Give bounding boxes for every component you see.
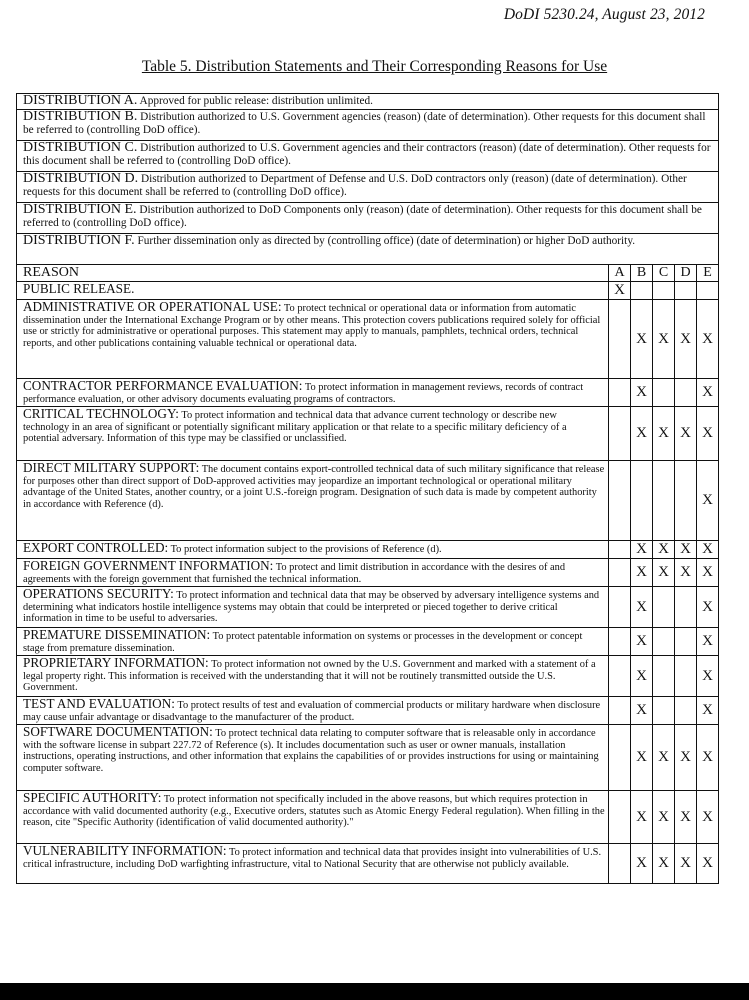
reason-cell	[17, 697, 609, 725]
statement-text: Approved for public release: distribution unlimited.	[139, 95, 373, 107]
mark-e: X	[697, 407, 719, 461]
reason-text: To protect and limit distribution in accordance with the desires of and agreements with the foreign government that furnished the technical information.	[23, 562, 566, 585]
reason-cell	[17, 282, 609, 300]
reason-header-row	[17, 265, 719, 282]
reason-row	[17, 407, 719, 461]
mark-c: X	[653, 407, 675, 461]
mark-c: X	[653, 791, 675, 844]
statement-cell	[17, 172, 719, 203]
reason-text: To protect information and technical data that advance current technology or describe new technology in an area of significant or potentially significant military application or that relate to a specific military deficiency of a potential adversary. Information of this type may be classified or unclassified.	[23, 410, 567, 444]
reason-row	[17, 282, 719, 300]
column-header-a: A	[609, 265, 631, 282]
mark-d: X	[675, 725, 697, 791]
mark-a	[609, 697, 631, 725]
mark-a	[609, 300, 631, 379]
mark-d: X	[675, 407, 697, 461]
mark-c	[653, 461, 675, 541]
bottom-scan-bar	[0, 983, 749, 1000]
reason-text: To protect information and technical data that may be observed by adversary intelligence systems and determining what indicators hostile intelligence systems may obtain that could be interpreted or pieced together to derive critical information in time to be useful to adversaries.	[23, 590, 600, 624]
mark-a	[609, 844, 631, 884]
mark-b: X	[631, 844, 653, 884]
mark-d: X	[675, 559, 697, 587]
mark-d: X	[675, 300, 697, 379]
reason-name: ADMINISTRATIVE OR OPERATIONAL USE:	[23, 299, 282, 314]
mark-c: X	[653, 559, 675, 587]
document-id-header: DoDI 5230.24, August 23, 2012	[503, 6, 705, 23]
reason-text: To protect information in management reviews, records of contract performance evaluation, or other advisory documents evaluating programs of contractors.	[23, 382, 584, 405]
statement-row	[17, 234, 719, 265]
reason-name: PREMATURE DISSEMINATION:	[23, 627, 211, 642]
mark-d	[675, 628, 697, 656]
reason-name: PUBLIC RELEASE.	[23, 281, 135, 296]
reason-cell	[17, 844, 609, 884]
statement-name: DISTRIBUTION E.	[23, 202, 137, 217]
reason-cell	[17, 407, 609, 461]
statement-row	[17, 141, 719, 172]
reason-cell	[17, 791, 609, 844]
mark-b: X	[631, 697, 653, 725]
mark-e: X	[697, 559, 719, 587]
mark-c: X	[653, 844, 675, 884]
mark-b: X	[631, 559, 653, 587]
mark-c	[653, 628, 675, 656]
mark-e: X	[697, 725, 719, 791]
mark-a	[609, 559, 631, 587]
mark-e: X	[697, 656, 719, 697]
reason-cell	[17, 725, 609, 791]
mark-e: X	[697, 628, 719, 656]
mark-a: X	[609, 282, 631, 300]
reason-row	[17, 541, 719, 559]
mark-d	[675, 697, 697, 725]
reason-name: TEST AND EVALUATION:	[23, 696, 175, 711]
reason-text: To protect patentable information on systems or processes in the development or concept stage from premature dissemination.	[23, 631, 583, 654]
mark-e: X	[697, 587, 719, 628]
reason-name: CRITICAL TECHNOLOGY:	[23, 406, 179, 421]
mark-a	[609, 628, 631, 656]
reason-name: PROPRIETARY INFORMATION:	[23, 655, 209, 670]
reason-row	[17, 844, 719, 884]
mark-a	[609, 725, 631, 791]
reason-text: To protect information not specifically included in the above reasons, but which requires protection in accordance with valid documented authority (e.g., Executive orders, statutes such as Atomic Energy Federal regulation). When filling in the reason, cite "Specific Authority (identification of valid documented authority)."	[23, 794, 605, 828]
mark-e	[697, 282, 719, 300]
statement-cell	[17, 110, 719, 141]
mark-b: X	[631, 628, 653, 656]
reason-cell	[17, 628, 609, 656]
statement-text: Distribution authorized to DoD Components only (reason) (date of determination). Other requests for this document shall be referred to (controlling DoD office).	[23, 204, 702, 229]
mark-b	[631, 461, 653, 541]
reason-row	[17, 559, 719, 587]
mark-d: X	[675, 541, 697, 559]
mark-c	[653, 379, 675, 407]
reason-row	[17, 461, 719, 541]
mark-a	[609, 379, 631, 407]
column-header-c: C	[653, 265, 675, 282]
reason-text: To protect information subject to the provisions of Reference (d).	[170, 544, 442, 555]
mark-c	[653, 697, 675, 725]
mark-a	[609, 461, 631, 541]
statement-cell	[17, 141, 719, 172]
reason-header: REASON	[17, 265, 609, 282]
statement-name: DISTRIBUTION C.	[23, 140, 138, 155]
reason-text: To protect information and technical data that provides insight into vulnerabilities of U.S. critical infrastructure, including DoD warfighting infrastructure, vital to National Security that are otherwise not publicly available.	[23, 847, 602, 870]
statement-row	[17, 203, 719, 234]
reason-row	[17, 791, 719, 844]
statement-row	[17, 110, 719, 141]
reason-cell	[17, 559, 609, 587]
mark-b: X	[631, 300, 653, 379]
mark-e: X	[697, 791, 719, 844]
reason-name: FOREIGN GOVERNMENT INFORMATION:	[23, 558, 274, 573]
mark-b: X	[631, 725, 653, 791]
statement-text: Further dissemination only as directed by (controlling office) (date of determination) or higher DoD authority.	[137, 235, 636, 247]
mark-c: X	[653, 725, 675, 791]
mark-b: X	[631, 587, 653, 628]
mark-a	[609, 407, 631, 461]
mark-b: X	[631, 379, 653, 407]
reason-cell	[17, 379, 609, 407]
mark-b: X	[631, 656, 653, 697]
mark-d: X	[675, 844, 697, 884]
reason-cell	[17, 656, 609, 697]
reason-name: EXPORT CONTROLLED:	[23, 540, 169, 555]
reason-text: To protect technical data relating to computer software that is releasable only in accordance with the software license in subpart 227.72 of Reference (s). It includes documentation such as user or owner manuals, installation instructions, operating instructions, and other information that explains the capabilities of or provides instructions for using or maintaining computer software.	[23, 728, 599, 774]
reason-text: To protect information not owned by the U.S. Government and marked with a statement of a legal property right. This information is received with the understanding that it will not be routinely transmitted outside the U.S. Government.	[23, 659, 596, 693]
statement-cell	[17, 203, 719, 234]
reason-text: To protect technical or operational data or information from automatic dissemination under the International Exchange Program or by other means. This protection covers publications required solely for official use or strictly for administrative or operational purposes. This statement may apply to manuals, pamphlets, technical orders, technical reports, and other publications containing valuable technical or operational data.	[23, 303, 601, 349]
statement-row	[17, 172, 719, 203]
reason-cell	[17, 461, 609, 541]
statement-name: DISTRIBUTION D.	[23, 171, 139, 186]
mark-c: X	[653, 300, 675, 379]
mark-c: X	[653, 541, 675, 559]
reason-row	[17, 725, 719, 791]
mark-a	[609, 587, 631, 628]
statement-row	[17, 94, 719, 110]
reason-cell	[17, 587, 609, 628]
mark-a	[609, 791, 631, 844]
mark-d	[675, 282, 697, 300]
mark-d: X	[675, 791, 697, 844]
reason-name: DIRECT MILITARY SUPPORT:	[23, 460, 200, 475]
mark-b: X	[631, 541, 653, 559]
reason-text: To protect results of test and evaluation of commercial products or military hardware when disclosure may cause unfair advantage or disadvantage to the manufacturer of the product.	[23, 700, 601, 723]
mark-e: X	[697, 461, 719, 541]
reason-name: SPECIFIC AUTHORITY:	[23, 790, 162, 805]
reason-cell	[17, 541, 609, 559]
statement-name: DISTRIBUTION B.	[23, 109, 138, 124]
mark-b: X	[631, 407, 653, 461]
mark-a	[609, 656, 631, 697]
statement-cell	[17, 234, 719, 265]
mark-e: X	[697, 300, 719, 379]
statement-name: DISTRIBUTION A.	[23, 93, 138, 108]
reason-row	[17, 697, 719, 725]
column-header-e: E	[697, 265, 719, 282]
reason-name: OPERATIONS SECURITY:	[23, 586, 174, 601]
reason-row	[17, 587, 719, 628]
reason-row	[17, 656, 719, 697]
mark-e: X	[697, 844, 719, 884]
mark-b: X	[631, 791, 653, 844]
mark-d	[675, 587, 697, 628]
statement-text: Distribution authorized to Department of Defense and U.S. DoD contractors only (reason) (date of determination). Other requests for this document shall be referred to (controlling DoD office).	[23, 173, 687, 198]
table-title: Table 5. Distribution Statements and Their Corresponding Reasons for Use	[141, 58, 608, 75]
statement-cell	[17, 94, 719, 110]
statement-text: Distribution authorized to U.S. Government agencies and their contractors (reason) (date of determination). Other requests for this document shall be referred to (controlling DoD office).	[23, 142, 711, 167]
mark-c	[653, 656, 675, 697]
reason-row	[17, 300, 719, 379]
mark-a	[609, 541, 631, 559]
mark-e: X	[697, 697, 719, 725]
reason-row	[17, 628, 719, 656]
statement-text: Distribution authorized to U.S. Government agencies (reason) (date of determination). Other requests for this document shall be referred to (controlling DoD office).	[23, 111, 706, 136]
reason-cell	[17, 300, 609, 379]
mark-b	[631, 282, 653, 300]
reason-text: The document contains export-controlled technical data of such military significance that release for purposes other than direct support of DoD-approved activities may jeopardize an important technological or operational military advantage of the United States, another country, or a joint U.S.-foreign program. Designation of such data is made by competent authority in accordance with Reference (d).	[23, 464, 605, 510]
distribution-table-body	[17, 94, 719, 884]
column-header-d: D	[675, 265, 697, 282]
statement-name: DISTRIBUTION F.	[23, 233, 135, 248]
reason-row	[17, 379, 719, 407]
mark-c	[653, 282, 675, 300]
mark-e: X	[697, 379, 719, 407]
reason-name: SOFTWARE DOCUMENTATION:	[23, 724, 213, 739]
mark-d	[675, 379, 697, 407]
column-header-b: B	[631, 265, 653, 282]
reason-name: CONTRACTOR PERFORMANCE EVALUATION:	[23, 378, 303, 393]
mark-c	[653, 587, 675, 628]
reason-name: VULNERABILITY INFORMATION:	[23, 843, 227, 858]
mark-d	[675, 461, 697, 541]
distribution-table	[16, 93, 719, 884]
mark-d	[675, 656, 697, 697]
mark-e: X	[697, 541, 719, 559]
